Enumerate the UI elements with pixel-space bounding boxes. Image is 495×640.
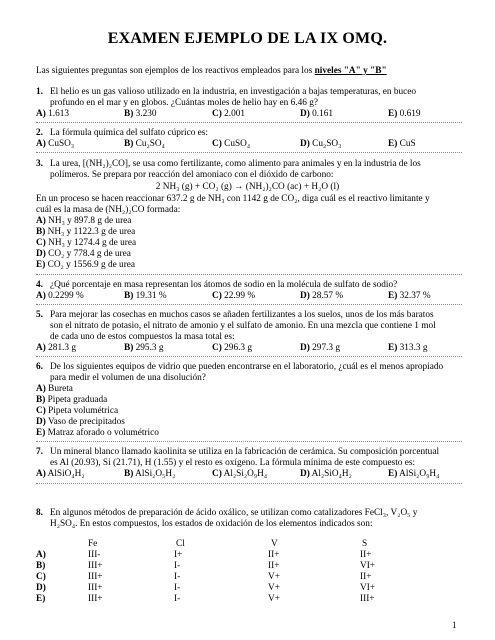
question-8-line-1: En algunos métodos de preparación de ácido oxálico, se utilizan como catalizadores FeCl₃, V₂O₅ y [50,508,418,518]
answer-option: C) Al₂Si₂O₉H₄ [212,469,268,479]
table-cell: III+ [88,594,103,604]
answer-option: B) 19.31 % [124,291,167,301]
question-2-line-1: La fórmula química del sulfato cúprico es: [50,128,208,138]
question-1-answers [36,109,466,120]
answer-option: C) Pipeta volumétrica [36,406,119,416]
table-cell: V+ [268,583,280,593]
answer-option: C) 296.3 g [212,343,253,353]
answer-option: E) CO₂ y 1556.9 g de urea [36,260,136,270]
table-row-label: E) [36,594,46,604]
table-cell: II+ [268,561,280,571]
table-cell: VI+ [360,583,376,593]
answer-option: E) Matraz aforado o volumétrico [36,428,159,438]
table-cell: II+ [360,572,372,582]
question-5-answers [36,343,466,354]
question-3-line-3: En un proceso se hacen reaccionar 637.2 g de NH₃ con 1142 g de CO₂, diga cuál es el reactivo limitante y [36,194,430,204]
answer-option: D) 297.3 g [300,343,341,353]
divider [36,274,462,275]
divider [36,441,462,442]
intro-levels: niveles "A" y "B" [314,66,387,76]
answer-option: D) CO₂ y 778.4 g de urea [36,249,131,259]
answer-option: C) 22.99 % [212,291,256,301]
divider [36,304,462,305]
answer-option: A) NH₃ y 897.8 g de urea [36,216,132,226]
table-row-label: A) [36,550,46,560]
question-7-number: 7. [36,447,43,457]
table-cell: V+ [268,572,280,582]
question-7-line-1: Un mineral blanco llamado kaolinita se utiliza en la fabricación de cerámica. Su composición porcentual [50,447,440,457]
answer-option: B) NH₃ y 1122.3 g de urea [36,227,136,237]
question-2-answers [36,139,466,150]
table-header: V [271,539,278,549]
table-cell: III+ [88,583,103,593]
question-7-line-2: es Al (20.93), Si (21.71), H (1.55) y el resto es oxígeno. La fórmula mínima de este compuesto es: [50,458,416,468]
question-7-answers [36,469,466,480]
question-3-line-2: polímeros. Se prepara por reacción del amoniaco con el dióxido de carbono: [50,170,334,180]
table-row-label: C) [36,572,46,582]
divider [36,483,462,484]
answer-option: D) Cu₂SO₃ [300,139,342,149]
table-cell: II+ [360,550,372,560]
table-cell: VI+ [360,561,376,571]
divider [36,356,462,357]
table-cell: III+ [88,572,103,582]
question-4-line-1: ¿Qué porcentaje en masa representan los átomos de sodio en la molécula de sulfato de sodio? [50,280,398,290]
question-4-number: 4. [36,280,43,290]
question-1-line-2: profundo en el mar y en globos. ¿Cuántas moles de helio hay en 6.46 g? [50,98,318,108]
answer-option: D) Vaso de precipitados [36,417,125,427]
question-6-number: 6. [36,362,43,372]
question-5-line-3: de cada uno de estos compuestos la masa total es: [50,332,235,342]
divider [36,122,462,123]
answer-option: B) 3.230 [124,109,157,119]
question-4-answers [36,291,466,302]
question-3-line-1: La urea, [(NH₂)₂CO], se usa como fertilizante, como alimento para animales y en la industria de los [50,159,421,169]
table-cell: II+ [268,550,280,560]
answer-option: E) AlSi₂O₉H₄ [388,469,440,479]
answer-option: B) AlSi₂O₅H₂ [124,469,176,479]
table-cell: I- [174,594,181,604]
question-6-line-2: para medir el volumen de una disolución? [50,373,206,383]
answer-option: C) NH₃ y 1274.4 g de urea [36,238,137,248]
answer-option: D) 0.161 [300,109,334,119]
question-5-line-2: son el nitrato de potasio, el nitrato de amonio y el sulfato de amonio. En una mezcla que contiene 1 mol [50,321,436,331]
question-3-number: 3. [36,159,43,169]
table-cell: III+ [88,561,103,571]
question-2-number: 2. [36,128,43,138]
table-header: S [362,539,368,549]
answer-option: E) 0.619 [388,109,421,119]
answer-option: B) Cu₂SO₄ [124,139,165,149]
question-3-line-4: cuál es la masa de (NH₂)₂CO formada: [36,205,181,215]
divider [36,152,462,153]
table-cell: I- [174,561,181,571]
question-6-line-1: De los siguientes equipos de vidrio que pueden encontrarse en el laboratorio, ¿cuál es el menos apropiado [50,362,444,372]
answer-option: A) 1.613 [36,109,70,119]
table-cell: V+ [268,594,280,604]
page-title: EXAMEN EJEMPLO DE LA IX OMQ. [107,30,388,47]
answer-option: A) CuSO₃ [36,139,75,149]
table-header: Cl [176,539,185,549]
answer-option: D) Al₂SiO₄H₂ [300,469,352,479]
answer-option: C) 2.001 [212,109,246,119]
question-1-number: 1. [36,87,43,97]
question-3-equation: 2 NH₃ (g) + CO₂ (g) → (NH₂)₂CO (ac) + H₂O (l) [155,182,340,192]
question-5-number: 5. [36,310,43,320]
answer-option: A) AlSiO₄H₂ [36,469,85,479]
answer-option: B) Pipeta graduada [36,395,108,405]
intro-text [36,66,387,77]
question-5-line-1: Para mejorar las cosechas en muchos casos se añaden fertilizantes a los suelos, unos de los más baratos [50,310,434,320]
answer-option: B) 295.3 g [124,343,164,353]
table-cell: III- [88,550,101,560]
answer-option: E) CuS [388,139,416,149]
table-header: Fe [88,539,98,549]
table-row-label: B) [36,561,46,571]
answer-option: E) 32.37 % [388,291,431,301]
question-1-line-1: El helio es un gas valioso utilizado en la industria, en investigación a bajas temperaturas, en buceo [50,87,417,97]
question-8-line-2: H₂SO₄. En estos compuestos, los estados de oxidación de los elementos indicados son: [50,519,373,529]
answer-option: A) Bureta [36,384,73,394]
table-cell: III+ [360,594,375,604]
answer-option: A) 0.2299 % [36,291,84,301]
question-8-number: 8. [36,508,43,518]
table-cell: I- [174,572,181,582]
table-cell: I+ [174,550,183,560]
table-cell: I- [174,583,181,593]
answer-option: C) CuSO₄ [212,139,251,149]
table-row-label: D) [36,583,46,593]
answer-option: A) 281.3 g [36,343,77,353]
intro-text-main: Las siguientes preguntas son ejemplos de los reactivos empleados para los [36,66,315,76]
answer-option: E) 313.3 g [388,343,428,353]
answer-option: D) 28.57 % [300,291,344,301]
page-number: 1 [452,620,457,630]
